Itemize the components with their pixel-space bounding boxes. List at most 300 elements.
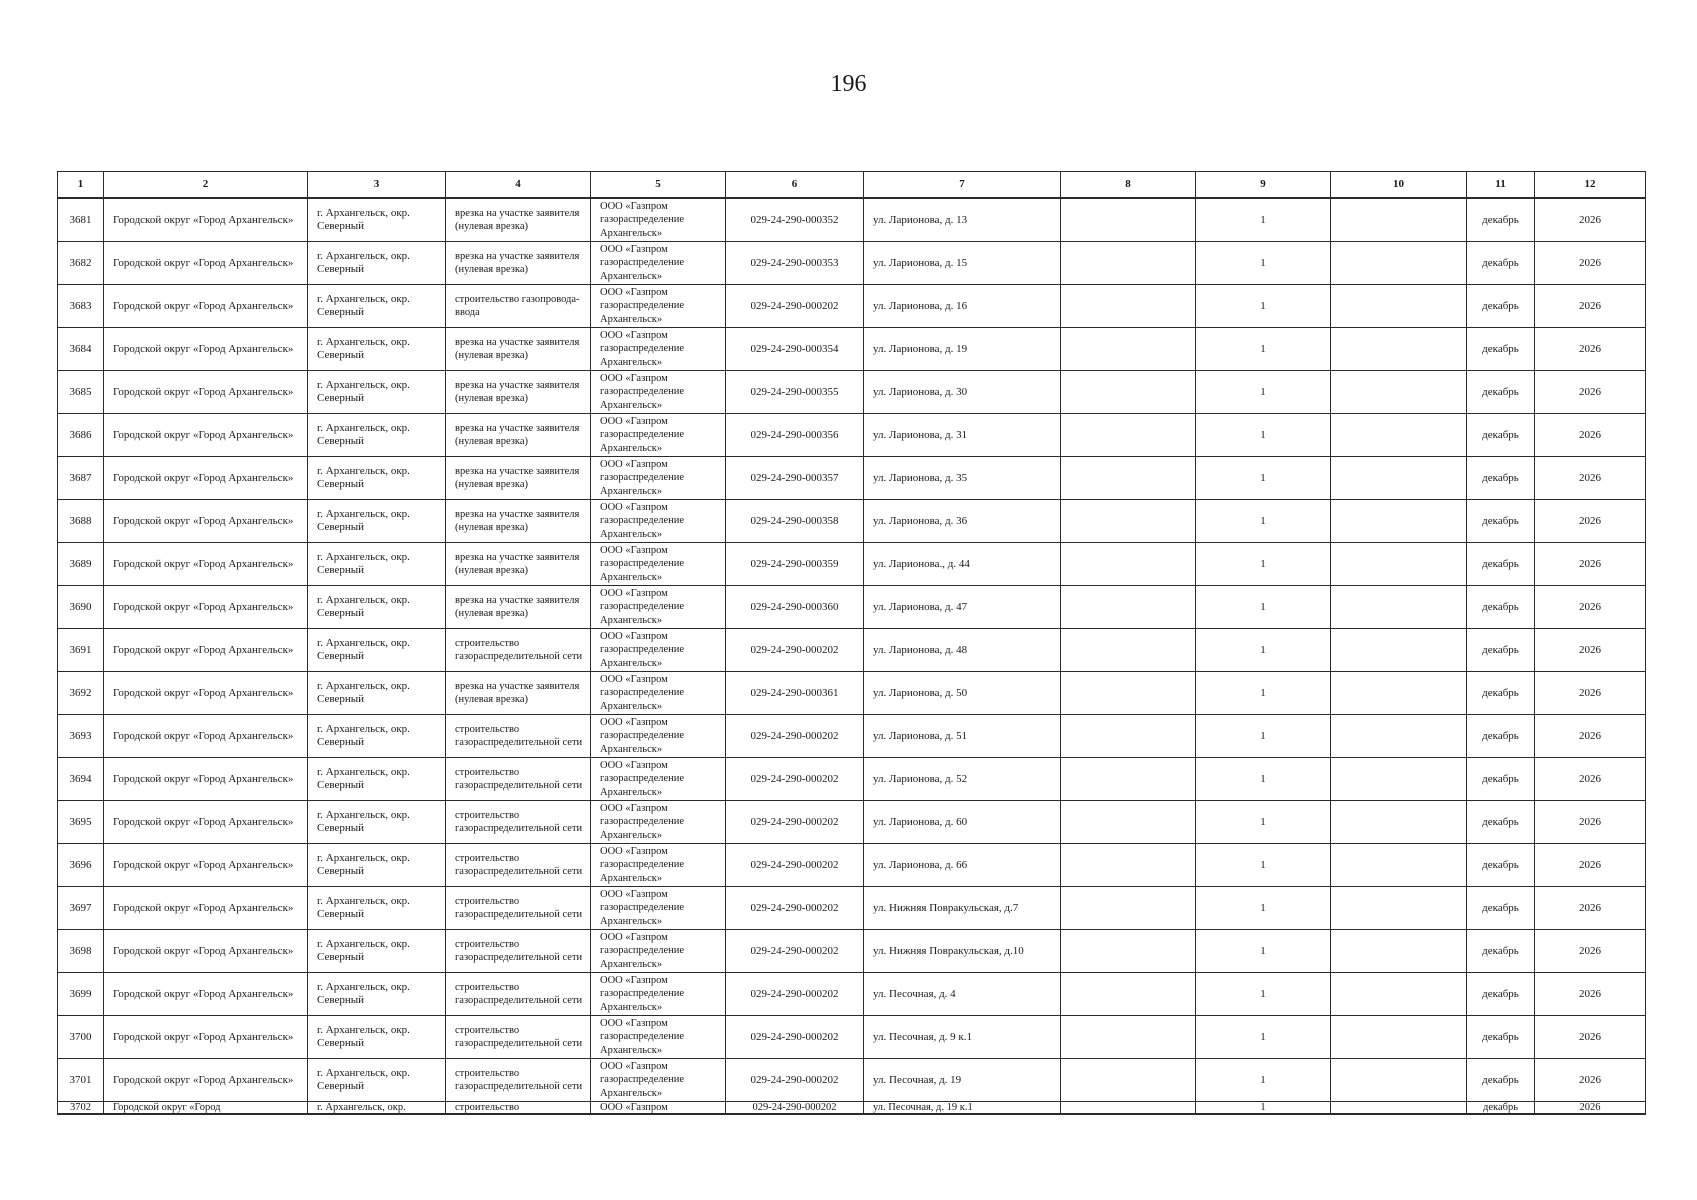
table-row — [58, 414, 1646, 457]
work-type-cell: строительство газораспределительной сети — [446, 801, 591, 844]
municipality-cell: Городской округ «Город Архангельск» — [104, 629, 308, 672]
organization-cell: ООО «Газпром газораспределение Архангельск» — [591, 198, 726, 242]
municipality-cell: Городской округ «Город Архангельск» — [104, 887, 308, 930]
count-cell: 1 — [1196, 1016, 1331, 1059]
month-cell: декабрь — [1467, 930, 1535, 973]
address-cell: ул. Ларионова, д. 15 — [864, 242, 1061, 285]
table-row — [58, 629, 1646, 672]
table-row — [58, 930, 1646, 973]
code-cell: 029-24-290-000202 — [726, 1016, 864, 1059]
address-cell: ул. Ларионова, д. 36 — [864, 500, 1061, 543]
locality-cell: г. Архангельск, окр. Северный — [308, 672, 446, 715]
organization-cell: ООО «Газпром газораспределение Архангельск» — [591, 457, 726, 500]
organization-cell: ООО «Газпром газораспределение Архангельск» — [591, 801, 726, 844]
municipality-cell: Городской округ «Город Архангельск» — [104, 973, 308, 1016]
table-row — [58, 543, 1646, 586]
year-cell: 2026 — [1535, 758, 1646, 801]
municipality-cell: Городской округ «Город Архангельск» — [104, 1059, 308, 1102]
locality-cell: г. Архангельск, окр. Северный — [308, 758, 446, 801]
address-cell: ул. Песочная, д. 19 — [864, 1059, 1061, 1102]
organization-cell: ООО «Газпром газораспределение Архангельск» — [591, 715, 726, 758]
column-10-cell — [1331, 1102, 1467, 1115]
address-cell: ул. Песочная, д. 4 — [864, 973, 1061, 1016]
row-number-cell: 3699 — [58, 973, 104, 1016]
work-type-cell: врезка на участке заявителя (нулевая врезка) — [446, 543, 591, 586]
column-10-cell — [1331, 887, 1467, 930]
row-number-cell: 3688 — [58, 500, 104, 543]
count-cell: 1 — [1196, 285, 1331, 328]
work-type-cell: строительство газораспределительной сети — [446, 715, 591, 758]
table-body — [58, 172, 1646, 1115]
count-cell: 1 — [1196, 242, 1331, 285]
column-8-cell — [1061, 844, 1196, 887]
year-cell: 2026 — [1535, 973, 1646, 1016]
month-cell: декабрь — [1467, 801, 1535, 844]
count-cell: 1 — [1196, 758, 1331, 801]
code-cell: 029-24-290-000202 — [726, 758, 864, 801]
work-type-cell: строительство газораспределительной сети — [446, 1059, 591, 1102]
month-cell: декабрь — [1467, 672, 1535, 715]
work-type-cell: строительство газораспределительной сети — [446, 844, 591, 887]
table-row — [58, 285, 1646, 328]
locality-cell: г. Архангельск, окр. Северный — [308, 801, 446, 844]
column-8-cell — [1061, 930, 1196, 973]
column-header: 2 — [104, 172, 308, 199]
column-8-cell — [1061, 629, 1196, 672]
column-10-cell — [1331, 242, 1467, 285]
year-cell: 2026 — [1535, 1059, 1646, 1102]
month-cell: декабрь — [1467, 844, 1535, 887]
locality-cell: г. Архангельск, окр. Северный — [308, 629, 446, 672]
work-type-cell: строительство газораспределительной сети — [446, 887, 591, 930]
column-8-cell — [1061, 758, 1196, 801]
count-cell: 1 — [1196, 198, 1331, 242]
year-cell: 2026 — [1535, 1016, 1646, 1059]
table-row — [58, 242, 1646, 285]
month-cell: декабрь — [1467, 198, 1535, 242]
year-cell: 2026 — [1535, 328, 1646, 371]
municipality-cell: Городской округ «Город Архангельск» — [104, 844, 308, 887]
organization-cell: ООО «Газпром газораспределение Архангельск» — [591, 672, 726, 715]
municipality-cell: Городской округ «Город Архангельск» — [104, 930, 308, 973]
locality-cell: г. Архангельск, окр. Северный — [308, 328, 446, 371]
table-row — [58, 586, 1646, 629]
row-number-cell: 3694 — [58, 758, 104, 801]
address-cell: ул. Ларионова, д. 31 — [864, 414, 1061, 457]
locality-cell: г. Архангельск, окр. Северный — [308, 715, 446, 758]
column-10-cell — [1331, 285, 1467, 328]
count-cell: 1 — [1196, 973, 1331, 1016]
municipality-cell: Городской округ «Город Архангельск» — [104, 715, 308, 758]
address-cell: ул. Нижняя Повракульская, д.10 — [864, 930, 1061, 973]
month-cell: декабрь — [1467, 1016, 1535, 1059]
column-8-cell — [1061, 414, 1196, 457]
month-cell: декабрь — [1467, 457, 1535, 500]
column-10-cell — [1331, 1059, 1467, 1102]
column-header: 11 — [1467, 172, 1535, 199]
column-10-cell — [1331, 328, 1467, 371]
organization-cell: ООО «Газпром — [591, 1102, 726, 1115]
column-8-cell — [1061, 715, 1196, 758]
column-8-cell — [1061, 973, 1196, 1016]
column-8-cell — [1061, 543, 1196, 586]
count-cell: 1 — [1196, 629, 1331, 672]
column-8-cell — [1061, 457, 1196, 500]
column-10-cell — [1331, 543, 1467, 586]
count-cell: 1 — [1196, 414, 1331, 457]
locality-cell: г. Архангельск, окр. Северный — [308, 285, 446, 328]
column-10-cell — [1331, 414, 1467, 457]
table-row — [58, 1016, 1646, 1059]
table-row — [58, 500, 1646, 543]
table-row — [58, 1102, 1646, 1115]
column-header: 8 — [1061, 172, 1196, 199]
count-cell: 1 — [1196, 1059, 1331, 1102]
count-cell: 1 — [1196, 844, 1331, 887]
year-cell: 2026 — [1535, 715, 1646, 758]
code-cell: 029-24-290-000359 — [726, 543, 864, 586]
column-8-cell — [1061, 1016, 1196, 1059]
year-cell: 2026 — [1535, 457, 1646, 500]
code-cell: 029-24-290-000358 — [726, 500, 864, 543]
column-header: 9 — [1196, 172, 1331, 199]
locality-cell: г. Архангельск, окр. Северный — [308, 371, 446, 414]
column-header: 12 — [1535, 172, 1646, 199]
year-cell: 2026 — [1535, 1102, 1646, 1115]
row-number-cell: 3700 — [58, 1016, 104, 1059]
municipality-cell: Городской округ «Город Архангельск» — [104, 198, 308, 242]
code-cell: 029-24-290-000354 — [726, 328, 864, 371]
work-type-cell: врезка на участке заявителя (нулевая врезка) — [446, 414, 591, 457]
month-cell: декабрь — [1467, 285, 1535, 328]
column-8-cell — [1061, 242, 1196, 285]
organization-cell: ООО «Газпром газораспределение Архангельск» — [591, 242, 726, 285]
row-number-cell: 3697 — [58, 887, 104, 930]
code-cell: 029-24-290-000202 — [726, 1059, 864, 1102]
work-type-cell: врезка на участке заявителя (нулевая врезка) — [446, 328, 591, 371]
year-cell: 2026 — [1535, 930, 1646, 973]
year-cell: 2026 — [1535, 844, 1646, 887]
row-number-cell: 3696 — [58, 844, 104, 887]
month-cell: декабрь — [1467, 973, 1535, 1016]
work-type-cell: строительство газораспределительной сети — [446, 758, 591, 801]
organization-cell: ООО «Газпром газораспределение Архангельск» — [591, 758, 726, 801]
column-10-cell — [1331, 500, 1467, 543]
column-8-cell — [1061, 328, 1196, 371]
work-type-cell: врезка на участке заявителя (нулевая врезка) — [446, 198, 591, 242]
row-number-cell: 3685 — [58, 371, 104, 414]
column-header: 4 — [446, 172, 591, 199]
organization-cell: ООО «Газпром газораспределение Архангельск» — [591, 930, 726, 973]
address-cell: ул. Ларионова., д. 44 — [864, 543, 1061, 586]
organization-cell: ООО «Газпром газораспределение Архангельск» — [591, 371, 726, 414]
locality-cell: г. Архангельск, окр. Северный — [308, 887, 446, 930]
municipality-cell: Городской округ «Город Архангельск» — [104, 242, 308, 285]
table-row — [58, 887, 1646, 930]
municipality-cell: Городской округ «Город Архангельск» — [104, 371, 308, 414]
column-8-cell — [1061, 1102, 1196, 1115]
table-row — [58, 715, 1646, 758]
work-type-cell: строительство газораспределительной сети — [446, 973, 591, 1016]
locality-cell: г. Архангельск, окр. Северный — [308, 242, 446, 285]
row-number-cell: 3686 — [58, 414, 104, 457]
column-10-cell — [1331, 371, 1467, 414]
locality-cell: г. Архангельск, окр. Северный — [308, 543, 446, 586]
row-number-cell: 3693 — [58, 715, 104, 758]
month-cell: декабрь — [1467, 328, 1535, 371]
address-cell: ул. Песочная, д. 9 к.1 — [864, 1016, 1061, 1059]
address-cell: ул. Нижняя Повракульская, д.7 — [864, 887, 1061, 930]
work-type-cell: врезка на участке заявителя (нулевая врезка) — [446, 371, 591, 414]
organization-cell: ООО «Газпром газораспределение Архангельск» — [591, 500, 726, 543]
column-10-cell — [1331, 198, 1467, 242]
year-cell: 2026 — [1535, 629, 1646, 672]
year-cell: 2026 — [1535, 371, 1646, 414]
municipality-cell: Городской округ «Город Архангельск» — [104, 457, 308, 500]
count-cell: 1 — [1196, 500, 1331, 543]
month-cell: декабрь — [1467, 242, 1535, 285]
year-cell: 2026 — [1535, 242, 1646, 285]
row-number-cell: 3701 — [58, 1059, 104, 1102]
locality-cell: г. Архангельск, окр. — [308, 1102, 446, 1115]
code-cell: 029-24-290-000355 — [726, 371, 864, 414]
address-cell: ул. Ларионова, д. 50 — [864, 672, 1061, 715]
address-cell: ул. Ларионова, д. 60 — [864, 801, 1061, 844]
count-cell: 1 — [1196, 1102, 1331, 1115]
code-cell: 029-24-290-000202 — [726, 715, 864, 758]
table-header-row — [58, 172, 1646, 199]
count-cell: 1 — [1196, 457, 1331, 500]
work-type-cell: строительство — [446, 1102, 591, 1115]
month-cell: декабрь — [1467, 414, 1535, 457]
column-8-cell — [1061, 801, 1196, 844]
code-cell: 029-24-290-000357 — [726, 457, 864, 500]
organization-cell: ООО «Газпром газораспределение Архангельск» — [591, 543, 726, 586]
municipality-cell: Городской округ «Город Архангельск» — [104, 672, 308, 715]
data-table — [57, 171, 1646, 1115]
row-number-cell: 3698 — [58, 930, 104, 973]
organization-cell: ООО «Газпром газораспределение Архангельск» — [591, 887, 726, 930]
code-cell: 029-24-290-000202 — [726, 629, 864, 672]
count-cell: 1 — [1196, 801, 1331, 844]
municipality-cell: Городской округ «Город Архангельск» — [104, 586, 308, 629]
address-cell: ул. Ларионова, д. 66 — [864, 844, 1061, 887]
organization-cell: ООО «Газпром газораспределение Архангельск» — [591, 586, 726, 629]
column-8-cell — [1061, 198, 1196, 242]
municipality-cell: Городской округ «Город Архангельск» — [104, 543, 308, 586]
table-row — [58, 844, 1646, 887]
column-8-cell — [1061, 887, 1196, 930]
locality-cell: г. Архангельск, окр. Северный — [308, 1059, 446, 1102]
month-cell: декабрь — [1467, 543, 1535, 586]
locality-cell: г. Архангельск, окр. Северный — [308, 457, 446, 500]
organization-cell: ООО «Газпром газораспределение Архангельск» — [591, 973, 726, 1016]
row-number-cell: 3690 — [58, 586, 104, 629]
column-10-cell — [1331, 1016, 1467, 1059]
count-cell: 1 — [1196, 543, 1331, 586]
row-number-cell: 3681 — [58, 198, 104, 242]
code-cell: 029-24-290-000356 — [726, 414, 864, 457]
year-cell: 2026 — [1535, 801, 1646, 844]
code-cell: 029-24-290-000202 — [726, 285, 864, 328]
column-10-cell — [1331, 844, 1467, 887]
table-row — [58, 973, 1646, 1016]
work-type-cell: врезка на участке заявителя (нулевая врезка) — [446, 500, 591, 543]
year-cell: 2026 — [1535, 543, 1646, 586]
municipality-cell: Городской округ «Город Архангельск» — [104, 285, 308, 328]
row-number-cell: 3691 — [58, 629, 104, 672]
municipality-cell: Городской округ «Город Архангельск» — [104, 801, 308, 844]
work-type-cell: строительство газораспределительной сети — [446, 1016, 591, 1059]
work-type-cell: врезка на участке заявителя (нулевая врезка) — [446, 586, 591, 629]
row-number-cell: 3692 — [58, 672, 104, 715]
code-cell: 029-24-290-000202 — [726, 930, 864, 973]
organization-cell: ООО «Газпром газораспределение Архангельск» — [591, 629, 726, 672]
municipality-cell: Городской округ «Город Архангельск» — [104, 328, 308, 371]
column-8-cell — [1061, 371, 1196, 414]
code-cell: 029-24-290-000361 — [726, 672, 864, 715]
column-8-cell — [1061, 672, 1196, 715]
year-cell: 2026 — [1535, 887, 1646, 930]
table-row — [58, 457, 1646, 500]
column-10-cell — [1331, 457, 1467, 500]
month-cell: декабрь — [1467, 500, 1535, 543]
column-10-cell — [1331, 715, 1467, 758]
address-cell: ул. Ларионова, д. 30 — [864, 371, 1061, 414]
count-cell: 1 — [1196, 371, 1331, 414]
address-cell: ул. Ларионова, д. 35 — [864, 457, 1061, 500]
row-number-cell: 3689 — [58, 543, 104, 586]
municipality-cell: Городской округ «Город Архангельск» — [104, 1016, 308, 1059]
count-cell: 1 — [1196, 715, 1331, 758]
locality-cell: г. Архангельск, окр. Северный — [308, 973, 446, 1016]
row-number-cell: 3683 — [58, 285, 104, 328]
organization-cell: ООО «Газпром газораспределение Архангельск» — [591, 414, 726, 457]
organization-cell: ООО «Газпром газораспределение Архангельск» — [591, 1059, 726, 1102]
year-cell: 2026 — [1535, 414, 1646, 457]
count-cell: 1 — [1196, 930, 1331, 973]
month-cell: декабрь — [1467, 1102, 1535, 1115]
code-cell: 029-24-290-000202 — [726, 801, 864, 844]
work-type-cell: строительство газораспределительной сети — [446, 930, 591, 973]
row-number-cell: 3684 — [58, 328, 104, 371]
column-header: 6 — [726, 172, 864, 199]
code-cell: 029-24-290-000202 — [726, 844, 864, 887]
organization-cell: ООО «Газпром газораспределение Архангельск» — [591, 1016, 726, 1059]
table-row — [58, 758, 1646, 801]
locality-cell: г. Архангельск, окр. Северный — [308, 198, 446, 242]
code-cell: 029-24-290-000202 — [726, 973, 864, 1016]
municipality-cell: Городской округ «Город Архангельск» — [104, 758, 308, 801]
table-row — [58, 371, 1646, 414]
municipality-cell: Городской округ «Город Архангельск» — [104, 500, 308, 543]
row-number-cell: 3695 — [58, 801, 104, 844]
address-cell: ул. Ларионова, д. 48 — [864, 629, 1061, 672]
municipality-cell: Городской округ «Город — [104, 1102, 308, 1115]
column-8-cell — [1061, 285, 1196, 328]
month-cell: декабрь — [1467, 1059, 1535, 1102]
code-cell: 029-24-290-000202 — [726, 1102, 864, 1115]
year-cell: 2026 — [1535, 500, 1646, 543]
month-cell: декабрь — [1467, 629, 1535, 672]
organization-cell: ООО «Газпром газораспределение Архангельск» — [591, 285, 726, 328]
locality-cell: г. Архангельск, окр. Северный — [308, 586, 446, 629]
code-cell: 029-24-290-000353 — [726, 242, 864, 285]
locality-cell: г. Архангельск, окр. Северный — [308, 844, 446, 887]
column-header: 10 — [1331, 172, 1467, 199]
work-type-cell: строительство газопровода-ввода — [446, 285, 591, 328]
column-8-cell — [1061, 586, 1196, 629]
code-cell: 029-24-290-000202 — [726, 887, 864, 930]
column-header: 1 — [58, 172, 104, 199]
locality-cell: г. Архангельск, окр. Северный — [308, 930, 446, 973]
count-cell: 1 — [1196, 887, 1331, 930]
row-number-cell: 3682 — [58, 242, 104, 285]
column-10-cell — [1331, 973, 1467, 1016]
organization-cell: ООО «Газпром газораспределение Архангельск» — [591, 844, 726, 887]
address-cell: ул. Ларионова, д. 16 — [864, 285, 1061, 328]
column-header: 7 — [864, 172, 1061, 199]
locality-cell: г. Архангельск, окр. Северный — [308, 1016, 446, 1059]
code-cell: 029-24-290-000360 — [726, 586, 864, 629]
year-cell: 2026 — [1535, 586, 1646, 629]
month-cell: декабрь — [1467, 758, 1535, 801]
month-cell: декабрь — [1467, 715, 1535, 758]
code-cell: 029-24-290-000352 — [726, 198, 864, 242]
month-cell: декабрь — [1467, 371, 1535, 414]
work-type-cell: строительство газораспределительной сети — [446, 629, 591, 672]
year-cell: 2026 — [1535, 672, 1646, 715]
year-cell: 2026 — [1535, 285, 1646, 328]
work-type-cell: врезка на участке заявителя (нулевая врезка) — [446, 457, 591, 500]
municipality-cell: Городской округ «Город Архангельск» — [104, 414, 308, 457]
count-cell: 1 — [1196, 672, 1331, 715]
locality-cell: г. Архангельск, окр. Северный — [308, 500, 446, 543]
column-header: 5 — [591, 172, 726, 199]
work-type-cell: врезка на участке заявителя (нулевая врезка) — [446, 242, 591, 285]
column-10-cell — [1331, 758, 1467, 801]
month-cell: декабрь — [1467, 586, 1535, 629]
count-cell: 1 — [1196, 328, 1331, 371]
count-cell: 1 — [1196, 586, 1331, 629]
row-number-cell: 3687 — [58, 457, 104, 500]
table-row — [58, 801, 1646, 844]
table-row — [58, 198, 1646, 242]
work-type-cell: врезка на участке заявителя (нулевая врезка) — [446, 672, 591, 715]
table-row — [58, 672, 1646, 715]
column-10-cell — [1331, 672, 1467, 715]
table-row — [58, 1059, 1646, 1102]
locality-cell: г. Архангельск, окр. Северный — [308, 414, 446, 457]
address-cell: ул. Ларионова, д. 51 — [864, 715, 1061, 758]
year-cell: 2026 — [1535, 198, 1646, 242]
address-cell: ул. Ларионова, д. 13 — [864, 198, 1061, 242]
row-number-cell: 3702 — [58, 1102, 104, 1115]
column-8-cell — [1061, 500, 1196, 543]
page-number: 196 — [830, 71, 867, 97]
address-cell: ул. Песочная, д. 19 к.1 — [864, 1102, 1061, 1115]
address-cell: ул. Ларионова, д. 19 — [864, 328, 1061, 371]
column-header: 3 — [308, 172, 446, 199]
month-cell: декабрь — [1467, 887, 1535, 930]
column-10-cell — [1331, 930, 1467, 973]
column-10-cell — [1331, 801, 1467, 844]
address-cell: ул. Ларионова, д. 52 — [864, 758, 1061, 801]
column-10-cell — [1331, 629, 1467, 672]
address-cell: ул. Ларионова, д. 47 — [864, 586, 1061, 629]
column-8-cell — [1061, 1059, 1196, 1102]
organization-cell: ООО «Газпром газораспределение Архангельск» — [591, 328, 726, 371]
